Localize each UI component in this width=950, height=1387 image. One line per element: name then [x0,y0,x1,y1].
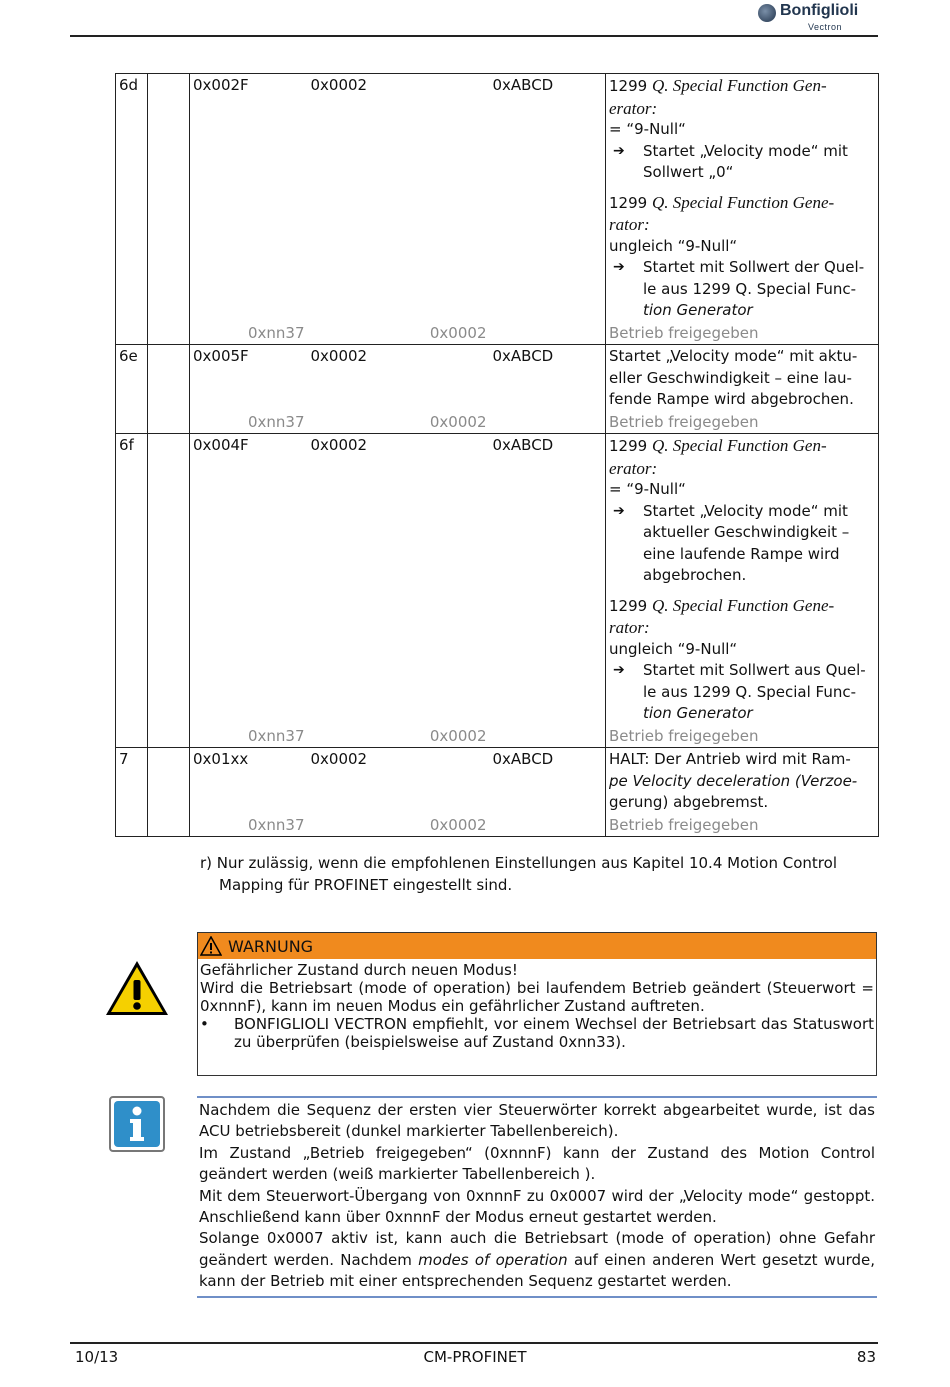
warning-header [198,933,876,959]
status-word-cell: 0xnn37 [190,725,308,748]
mode-display-cell: 0x0002 [429,412,487,431]
info-icon [109,1096,165,1152]
footer-title: CM-PROFINET [423,1348,527,1366]
warning-bullet: • BONFIGLIOLI VECTRON empfiehlt, vor einem Wechsel der Betriebsart das Statuswort zu überprüfen (beispielsweise auf Zustand 0xnn33). [200,1015,874,1051]
table-row [116,345,879,411]
status-word-cell: 0xnn37 [190,411,308,434]
description-cell: 1299 Q. Special Function Gen- erator: = “9-Null“ ➔ Startet „Velocity mode“ mit aktueller Geschwindigkeit – eine laufende Rampe wird abgebrochen. 1299 Q. Special Function Gene- rator: ungleich “9-Null“ ➔ Startet mit Sollwert aus Quel- le aus 1299 Q. Special Func- tion Generator [606,434,879,725]
speed-cell: 0xABCD [490,345,606,411]
state-cell: 6e [116,345,148,411]
table-row [116,434,879,725]
logo-sub: Vectron [808,22,843,32]
warning-title: WARNUNG [228,936,314,956]
warning-text: Wird die Betriebsart (mode of operation) bei laufendem Betrieb geändert (Steuerwort = 0xnnnF), kann im neuen Modus ein gefährlicher Zustand auftreten. [200,979,874,1015]
info-paragraph: Mit dem Steuerwort-Übergang von 0xnnnF zu 0x0007 wird der „Velocity mode“ gestoppt. Anschließend kann über 0xnnnF der Modus erneut gestartet werden. [199,1186,875,1227]
state-cell: 7 [116,748,148,814]
table-row [116,411,879,434]
mode-display-cell: 0x0002 [308,814,490,837]
mode-cell: 0x0002 [308,434,490,725]
logo-brand: Bonfiglioli [780,2,859,19]
footer-date: 10/13 [75,1348,119,1366]
footnote-line-1: r) Nur zulässig, wenn die empfohlenen Einstellungen aus Kapitel 10.4 Motion Control [200,854,837,872]
warning-triangle-icon [103,958,171,1018]
status-text-cell: Betrieb freigegeben [606,725,879,748]
speed-cell: 0xABCD [490,434,606,725]
page-number: 83 [856,1348,876,1366]
footer-rule [70,1342,878,1344]
footnote [200,852,880,896]
table-row [116,322,879,345]
footnote-line-2: Mapping für PROFINET eingestellt sind. [219,876,513,894]
mode-cell: 0x0002 [308,748,490,814]
arrow-right-icon: ➔ [613,502,625,519]
description-cell: Startet „Velocity mode“ mit aktu- eller Geschwindigkeit – eine lau- fende Rampe wird abgebrochen. [606,345,879,411]
state-cell: 6f [116,434,148,725]
arrow-right-icon: ➔ [613,662,625,678]
speed-cell: 0xABCD [490,748,606,814]
control-word-cell: 0x005F [190,345,308,411]
arrow-right-icon: ➔ [613,259,625,275]
warning-subtitle: Gefährlicher Zustand durch neuen Modus! [200,961,518,979]
bonfiglioli-logo [758,2,868,36]
status-text-cell: Betrieb freigegeben [606,411,879,434]
logo-mark-icon [758,4,776,22]
control-word-cell: 0x002F [190,74,308,322]
mode-display-cell: 0x0002 [429,323,487,342]
table-row [116,725,879,748]
status-word-cell: 0xnn37 [190,322,308,345]
header-rule [70,35,878,37]
description-cell: HALT: Der Antrieb wird mit Ram- pe Velocity deceleration (Verzoe- gerung) abgebremst. [606,748,879,814]
warning-box [197,932,877,1076]
state-transition-table [115,73,879,837]
info-paragraph: Solange 0x0007 aktiv ist, kann auch die Betriebsart (mode of operation) ohne Gefahr geändert werden. Nachdem modes of operation auf einen anderen Wert gesetzt wurde, kann der Betrieb mit einer entsprechenden Sequenz gestartet werden. [199,1229,876,1291]
table-row [116,814,879,837]
warning-small-icon [200,936,222,956]
arrow-right-icon: ➔ [613,142,625,159]
mode-cell: 0x0002 [308,345,490,411]
state-cell: 6d [116,74,148,322]
description-cell: 1299 Q. Special Function Gen- erator: = “9-Null“ ➔ Startet „Velocity mode“ mit Sollwert „0“ 1299 Q. Special Function Gene- rator: ungleich “9-Null“ ➔ Startet mit Sollwert der Quel- le aus 1299 Q. Special Func- tion Generator [606,74,879,322]
status-text-cell: Betrieb freigegeben [606,814,879,837]
speed-cell: 0xABCD [490,74,606,322]
table-row [116,748,879,814]
mode-display-cell: 0x0002 [429,726,487,745]
status-text-cell: Betrieb freigegeben [606,322,879,345]
info-paragraph: Im Zustand „Betrieb freigegeben“ (0xnnnF) kann der Zustand des Motion Control geändert werden (weiß markierter Tabellenbereich ). [199,1143,875,1184]
table-row [116,74,879,322]
control-word-cell: 0x004F [190,434,308,725]
info-paragraph: Nachdem die Sequenz der ersten vier Steuerwörter korrekt abgearbeitet wurde, ist das ACU betriebsbereit (dunkel markierter Tabellenbereich). [199,1101,875,1141]
control-word-cell: 0x01xx [190,748,308,814]
info-box [197,1096,877,1298]
bullet-icon: • [200,1015,209,1033]
status-word-cell: 0xnn37 [190,814,308,837]
mode-cell: 0x0002 [308,74,490,322]
